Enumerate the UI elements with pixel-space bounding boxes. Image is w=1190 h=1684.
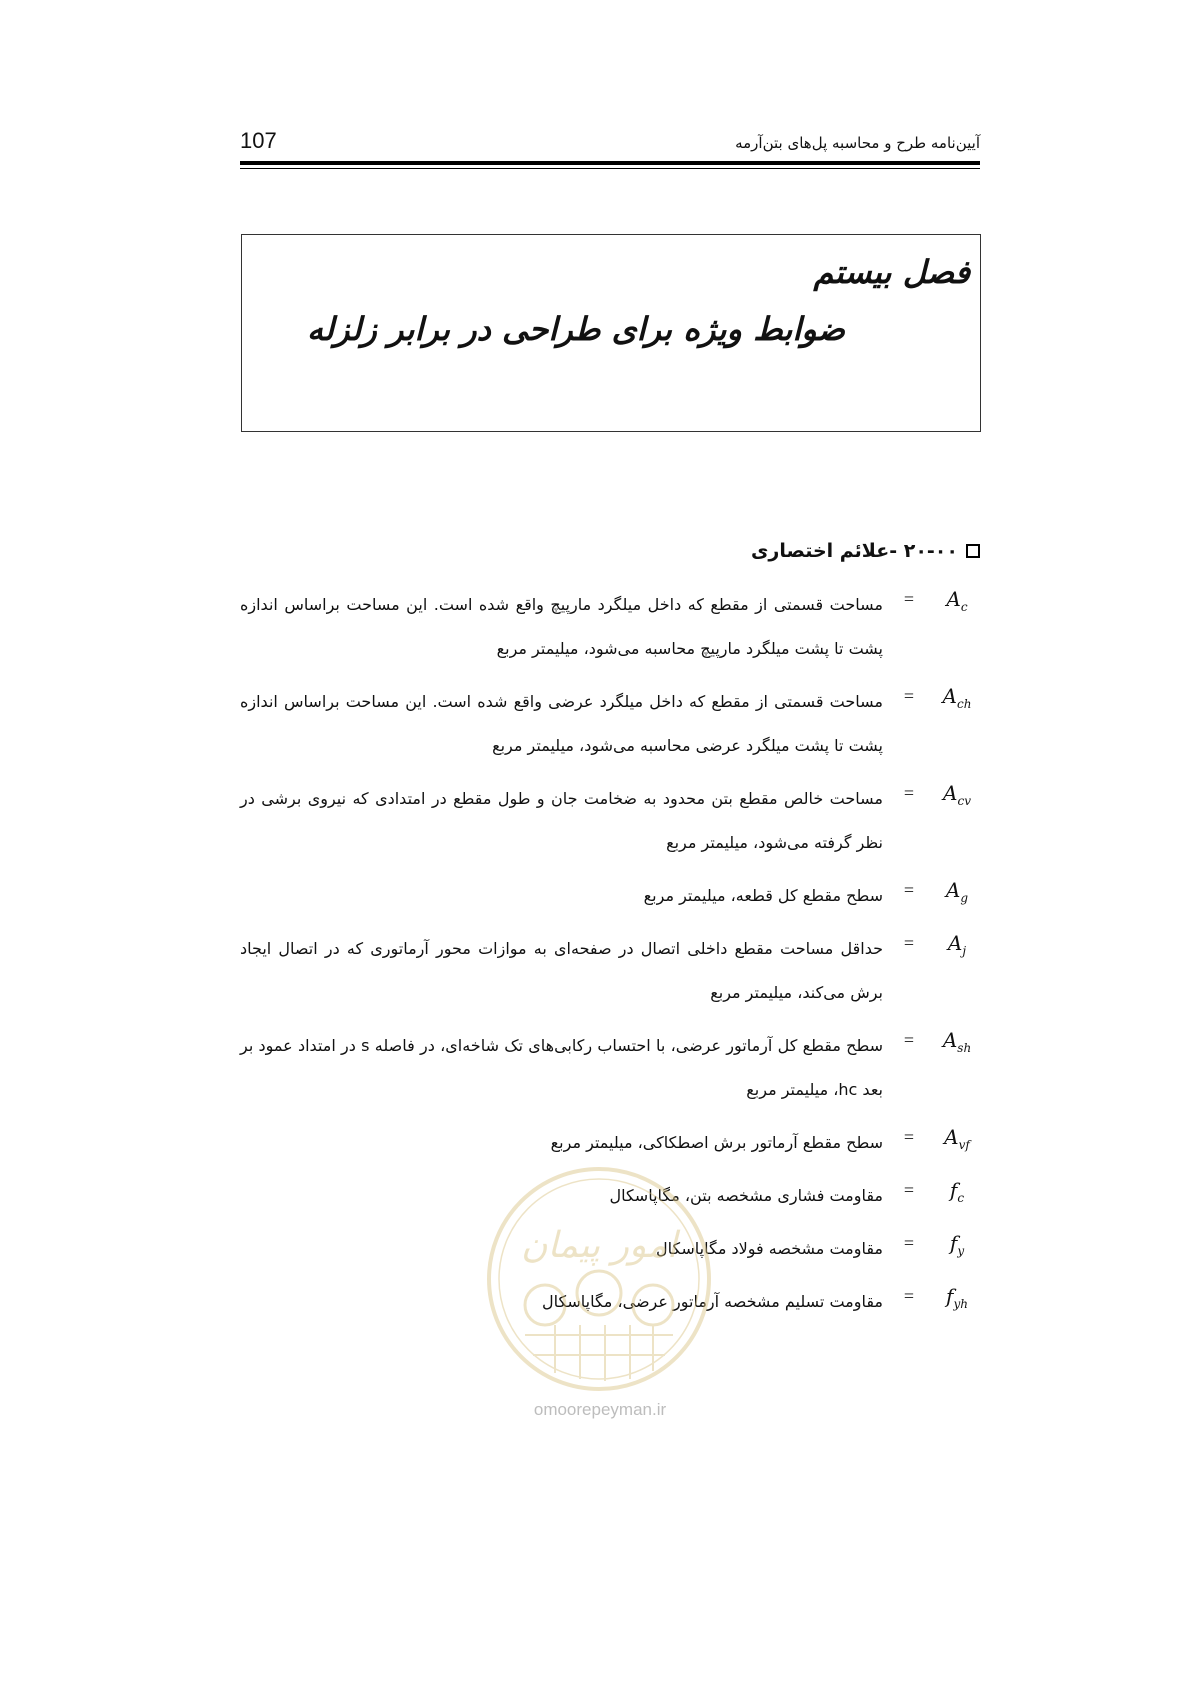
checkbox-icon <box>966 544 980 558</box>
header-rule-thick <box>240 161 980 165</box>
symbol-description: حداقل مساحت مقطع داخلی اتصال در صفحه‌ای به موازات محور آرماتوری که در اتصال ایجاد برش می‌کند، میلیمتر مربع <box>240 939 883 1002</box>
section-heading-text: ۲۰-۰۰ -علائم اختصاری <box>750 540 958 562</box>
symbol-description: مساحت خالص مقطع بتن محدود به ضخامت جان و طول مقطع در امتدادی که نیروی برشی در نظر گرفته می‌شود، میلیمتر مربع <box>240 789 883 852</box>
symbol-notation: $f_{yh}$ <box>946 1284 968 1311</box>
equals-sign: = <box>903 880 914 900</box>
section-heading <box>751 540 980 562</box>
symbol-entry <box>240 1024 980 1112</box>
equals-sign: = <box>903 1286 914 1306</box>
symbol-entry <box>240 874 980 918</box>
header-rule-thin <box>240 168 980 169</box>
chapter-title: ضوابط ویژه برای طراحی در برابر زلزله <box>307 310 845 348</box>
symbol-notation: $A_{ch}$ <box>942 684 972 711</box>
chapter-number: فصل بیستم <box>813 253 970 291</box>
symbol-entry <box>240 583 980 671</box>
svg-text:امور پیمان: امور پیمان <box>521 1225 677 1266</box>
running-title: آیین‌نامه طرح و محاسبه پل‌های بتن‌آرمه <box>735 134 980 152</box>
symbol-notation: $A_c$ <box>946 587 968 614</box>
symbol-description: سطح مقطع آرماتور برش اصطکاکی، میلیمتر مربع <box>550 1133 883 1152</box>
equals-sign: = <box>903 783 914 803</box>
watermark-logo <box>485 1165 713 1393</box>
equals-sign: = <box>903 1127 914 1147</box>
symbol-entry <box>240 777 980 865</box>
page-header <box>240 122 980 172</box>
equals-sign: = <box>903 1233 914 1253</box>
symbol-description: مساحت قسمتی از مقطع که داخل میلگرد عرضی واقع شده است. این مساحت براساس اندازه پشت تا پشت میلگرد عرضی محاسبه می‌شود، میلیمتر مربع <box>240 692 883 755</box>
chapter-title-box <box>241 234 981 432</box>
symbol-description: سطح مقطع کل قطعه، میلیمتر مربع <box>643 886 883 905</box>
equals-sign: = <box>903 1180 914 1200</box>
symbol-entry <box>240 927 980 1015</box>
symbol-description: مقاومت تسلیم مشخصه آرماتور عرضی، مگاپاسکال <box>542 1292 883 1311</box>
symbol-notation: $A_{cv}$ <box>943 781 971 808</box>
symbol-notation: $A_j$ <box>947 931 967 958</box>
symbol-notation: $A_g$ <box>945 878 969 905</box>
watermark-site: omoorepeyman.ir <box>533 1400 667 1419</box>
symbol-description: مقاومت مشخصه فولاد مگاپاسکال <box>656 1239 883 1258</box>
symbol-description: مقاومت فشاری مشخصه بتن، مگاپاسکال <box>609 1186 883 1205</box>
symbol-entry <box>240 680 980 768</box>
symbol-description: سطح مقطع کل آرماتور عرضی، با احتساب رکابی‌های تک شاخه‌ای، در فاصله s در امتداد عمود بر بعد hc، میلیمتر مربع <box>240 1036 883 1099</box>
symbol-notation: $A_{vf}$ <box>944 1125 970 1152</box>
equals-sign: = <box>903 933 914 953</box>
equals-sign: = <box>903 686 914 706</box>
symbol-entry <box>240 1121 980 1165</box>
symbol-notation: $A_{sh}$ <box>942 1028 972 1055</box>
equals-sign: = <box>903 589 914 609</box>
page-number: 107 <box>240 128 277 153</box>
symbol-notation: $f_y$ <box>949 1231 965 1258</box>
symbol-notation: $f_c$ <box>949 1178 965 1205</box>
equals-sign: = <box>903 1030 914 1050</box>
symbol-description: مساحت قسمتی از مقطع که داخل میلگرد مارپیچ واقع شده است. این مساحت براساس اندازه پشت تا پشت میلگرد مارپیچ محاسبه می‌شود، میلیمتر مربع <box>240 595 883 658</box>
